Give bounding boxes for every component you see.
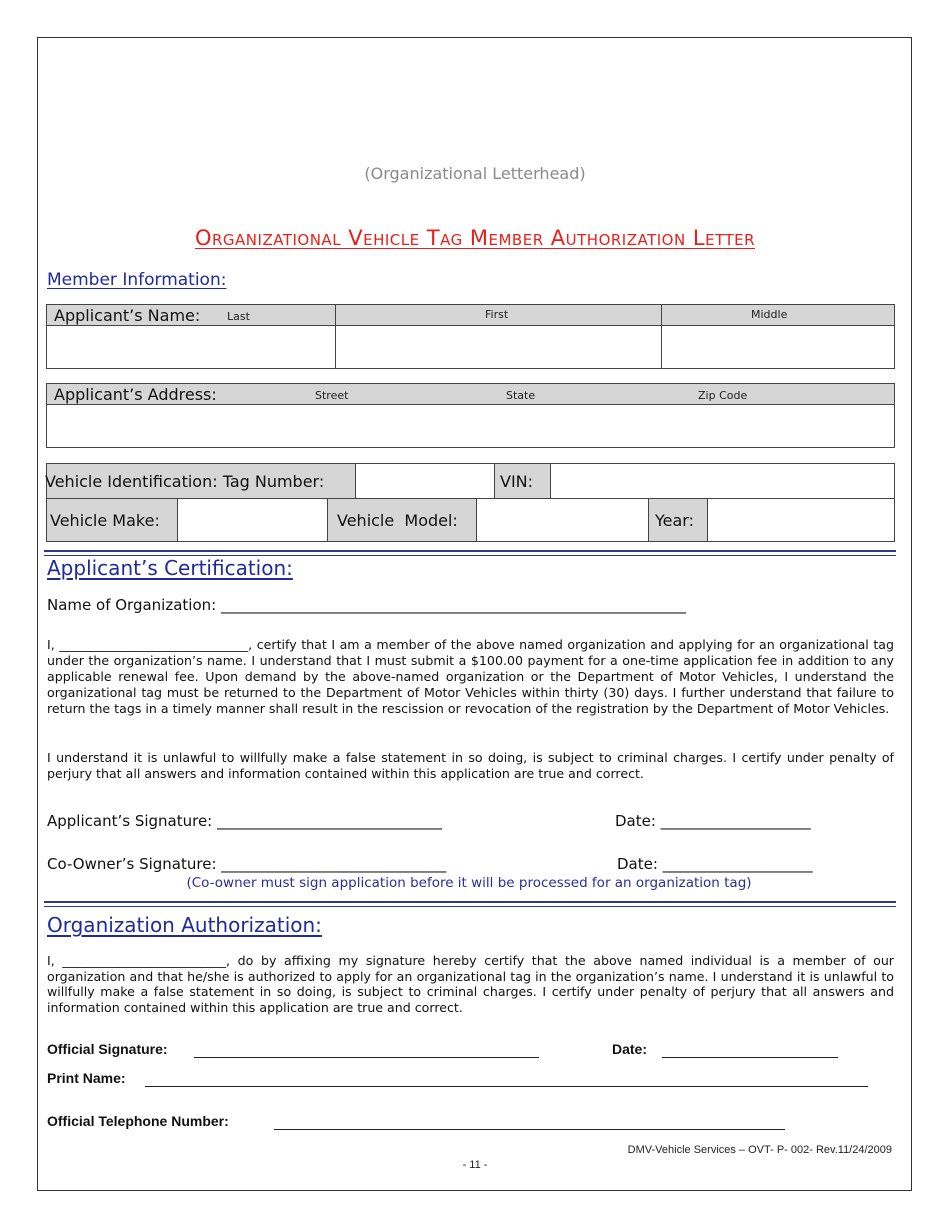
organization-name-line[interactable]: Name of Organization: ______________________________________________________________ xyxy=(47,596,686,614)
letterhead-placeholder: (Organizational Letterhead) xyxy=(364,164,586,183)
print-name-field[interactable] xyxy=(145,1086,868,1087)
vehicle-info-table xyxy=(46,463,895,542)
official-signature-field[interactable] xyxy=(194,1057,539,1058)
certification-heading: Applicant’s Certification: xyxy=(47,556,293,580)
applicant-date-line[interactable]: Date: ____________________ xyxy=(615,812,811,830)
perjury-paragraph: I understand it is unlawful to willfully make a false statement in so doing, is subject to criminal charges. I certify under penalty of perjury that all answers and information contained within this application are true and correct. xyxy=(47,750,894,781)
print-name-label: Print Name: xyxy=(47,1070,126,1086)
vin-field[interactable] xyxy=(551,464,894,498)
address-zip-label: Zip Code xyxy=(698,389,748,402)
last-name-field[interactable] xyxy=(48,326,334,368)
name-last-label: Last xyxy=(227,310,250,323)
applicant-name-label: Applicant’s Name: xyxy=(54,306,201,325)
name-first-label: First xyxy=(485,308,509,321)
name-middle-label: Middle xyxy=(751,308,788,321)
coowner-signature-line[interactable]: Co-Owner’s Signature: ______________________________ xyxy=(47,855,447,873)
page-number: - 11 - xyxy=(462,1159,488,1171)
certification-paragraph: I, ______________________________, certify that I am a member of the above named organization and applying for an organizational tag under the organization’s name. I understand that I must submit a $100.00 payment for a one-time application fee in addition to any applicable renewal fee. Upon demand by the above-named organization or the Department of Motor Vehicles, I understand the organizational tag must be returned to the Department of Motor Vehicles within thirty (30) days. I further understand that failure to return the tags in a timely manner shall result in the rescission or revocation of the registration by the Department of Motor Vehicles. xyxy=(47,637,894,716)
vin-label: VIN: xyxy=(500,472,534,491)
org-date-field[interactable] xyxy=(662,1057,838,1058)
vehicle-id-tag-label: Vehicle Identification: Tag Number: xyxy=(45,472,325,491)
address-street-label: Street xyxy=(315,389,349,402)
form-id: DMV-Vehicle Services – OVT- P- 002- Rev.11/24/2009 xyxy=(627,1144,892,1156)
section-divider xyxy=(44,901,896,907)
applicant-name-table xyxy=(46,304,895,369)
org-auth-heading: Organization Authorization: xyxy=(47,913,322,937)
coowner-note: (Co-owner must sign application before it will be processed for an organization tag) xyxy=(186,875,752,891)
middle-name-field[interactable] xyxy=(662,326,894,368)
first-name-field[interactable] xyxy=(336,326,660,368)
page-frame xyxy=(37,37,912,1191)
tag-number-field[interactable] xyxy=(356,464,493,498)
address-state-label: State xyxy=(506,389,536,402)
vehicle-make-label: Vehicle Make: xyxy=(50,511,160,530)
member-info-heading: Member Information: xyxy=(47,270,227,290)
year-label: Year: xyxy=(655,511,694,530)
applicant-address-table xyxy=(46,383,895,448)
official-telephone-label: Official Telephone Number: xyxy=(47,1113,229,1129)
official-telephone-field[interactable] xyxy=(274,1129,785,1130)
year-field[interactable] xyxy=(708,499,894,541)
coowner-date-line[interactable]: Date: ____________________ xyxy=(617,855,813,873)
document-title: Organizational Vehicle Tag Member Authorization Letter xyxy=(194,226,756,250)
address-field[interactable] xyxy=(48,405,894,447)
org-date-label: Date: xyxy=(612,1041,648,1057)
vehicle-model-label: Vehicle Model: xyxy=(337,511,458,530)
vehicle-model-field[interactable] xyxy=(477,499,647,541)
org-auth-paragraph: I, __________________________, do by affixing my signature hereby certify that the above named individual is a member of our organization and that he/she is authorized to apply for an organizational tag in the organization’s name. I understand it is unlawful to willfully make a false statement in so doing, is subject to criminal charges. I certify under penalty of perjury that all answers and information contained within this application are true and correct. xyxy=(47,953,894,1015)
vehicle-make-field[interactable] xyxy=(178,499,326,541)
applicant-signature-line[interactable]: Applicant’s Signature: ______________________________ xyxy=(47,812,443,830)
applicant-address-label: Applicant’s Address: xyxy=(54,385,217,404)
official-signature-label: Official Signature: xyxy=(47,1041,168,1057)
